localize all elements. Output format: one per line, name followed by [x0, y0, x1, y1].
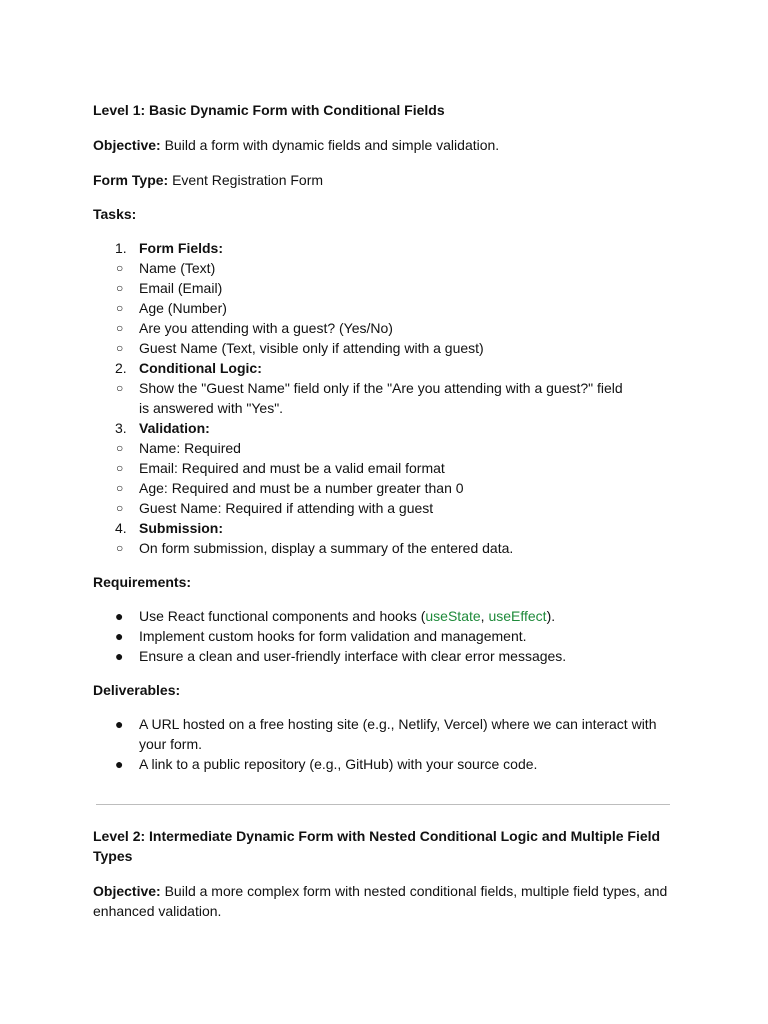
requirements-label: Requirements:: [93, 574, 192, 590]
task-subitem-text: Name (Text): [139, 260, 216, 276]
task-subitem: [116, 498, 673, 518]
task-subitem-text: Guest Name: Required if attending with a guest: [139, 500, 434, 516]
level2-section: [93, 826, 668, 921]
objective-text: Build a form with dynamic fields and simple validation.: [160, 137, 500, 153]
task-item: [93, 358, 673, 378]
task-subitem: [116, 378, 629, 418]
task-subitem-text: Guest Name (Text, visible only if attending with a guest): [139, 340, 484, 356]
objective-text: Build a more complex form with nested conditional fields, multiple field types, and enhanced validation.: [93, 883, 668, 919]
circle-bullet-icon: ○: [116, 381, 124, 395]
code-usestate: useState: [425, 608, 481, 624]
code-useeffect: useEffect: [488, 608, 547, 624]
circle-bullet-icon: ○: [116, 281, 124, 295]
task-subitem: [116, 278, 673, 298]
objective-label: Objective:: [93, 137, 161, 153]
task-subitem-text: Show the "Guest Name" field only if the "Are you attending with a guest?" field is answered with "Yes".: [139, 380, 623, 416]
task-subitem-text: Are you attending with a guest? (Yes/No): [139, 320, 393, 336]
tasks-label: Tasks:: [93, 206, 137, 222]
list-item: [93, 714, 669, 754]
level2-title: Level 2: Intermediate Dynamic Form with Nested Conditional Logic and Multiple Field Types: [93, 828, 661, 864]
level1-section: [93, 100, 673, 774]
task-subitem: [116, 458, 673, 478]
circle-bullet-icon: ○: [116, 341, 124, 355]
circle-bullet-icon: ○: [116, 441, 124, 455]
task-subitem: [116, 298, 673, 318]
deliverables-label: Deliverables:: [93, 682, 181, 698]
task-subitem-text: Age: Required and must be a number greater than 0: [139, 480, 464, 496]
bullet-icon: ●: [115, 608, 124, 624]
task-subitem-text: Email (Email): [139, 280, 223, 296]
list-item: [93, 606, 673, 626]
task-title: Conditional Logic:: [139, 360, 262, 376]
level1-title: Level 1: Basic Dynamic Form with Conditional Fields: [93, 102, 445, 118]
task-subitem: [116, 538, 673, 558]
requirement-separator: ,: [480, 608, 489, 624]
task-item: [93, 518, 673, 538]
deliverables-list: [93, 714, 673, 774]
list-item: [93, 754, 673, 774]
bullet-icon: ●: [115, 716, 124, 732]
task-subitem: [116, 318, 673, 338]
deliverable-text: A link to a public repository (e.g., GitHub) with your source code.: [139, 756, 538, 772]
level1-objective: [93, 135, 673, 155]
task-subitem-text: On form submission, display a summary of the entered data.: [139, 540, 514, 556]
task-subitem-text: Age (Number): [139, 300, 227, 316]
bullet-icon: ●: [115, 756, 124, 772]
level1-form-type: [93, 170, 673, 190]
circle-bullet-icon: ○: [116, 501, 124, 515]
circle-bullet-icon: ○: [116, 261, 124, 275]
task-number: 1.: [115, 240, 127, 256]
task-title: Validation:: [139, 420, 210, 436]
list-item: [93, 626, 673, 646]
task-subitem: [116, 438, 673, 458]
requirement-text: Ensure a clean and user-friendly interface with clear error messages.: [139, 648, 567, 664]
form-type-text: Event Registration Form: [168, 172, 324, 188]
circle-bullet-icon: ○: [116, 481, 124, 495]
level2-objective: [93, 881, 668, 921]
requirements-list: [93, 606, 673, 666]
requirement-text: Implement custom hooks for form validation and management.: [139, 628, 527, 644]
circle-bullet-icon: ○: [116, 321, 124, 335]
task-title: Submission:: [139, 520, 224, 536]
task-item: [93, 418, 673, 438]
task-subitem: [116, 338, 673, 358]
task-title: Form Fields:: [139, 240, 224, 256]
task-subitem-text: Name: Required: [139, 440, 241, 456]
circle-bullet-icon: ○: [116, 461, 124, 475]
task-subitem: [116, 478, 673, 498]
bullet-icon: ●: [115, 648, 124, 664]
list-item: [93, 646, 673, 666]
task-subitem-text: Email: Required and must be a valid email format: [139, 460, 445, 476]
section-divider: [96, 804, 670, 805]
task-number: 4.: [115, 520, 127, 536]
tasks-list: [93, 238, 673, 558]
requirement-text-end: ).: [546, 608, 556, 624]
task-subitem: [116, 258, 673, 278]
task-item: [93, 238, 673, 258]
task-number: 3.: [115, 420, 127, 436]
circle-bullet-icon: ○: [116, 541, 124, 555]
requirement-text: Use React functional components and hooks (: [139, 608, 426, 624]
task-number: 2.: [115, 360, 127, 376]
bullet-icon: ●: [115, 628, 124, 644]
form-type-label: Form Type:: [93, 172, 169, 188]
deliverable-text: A URL hosted on a free hosting site (e.g., Netlify, Vercel) where we can interact with your form.: [139, 716, 657, 752]
objective-label: Objective:: [93, 883, 161, 899]
circle-bullet-icon: ○: [116, 301, 124, 315]
